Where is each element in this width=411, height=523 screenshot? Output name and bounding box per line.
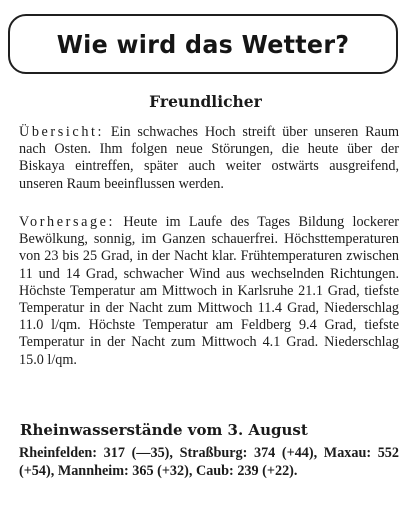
overview-text: Ein schwaches Hoch streift über unseren Raum nach Osten. Ihm folgen neue Störungen, die heute über der Biskaya eintreffen, später auch weiter ostwärts ausgreifend, unseren Raum beeinflussen werden. (19, 124, 399, 192)
rhine-levels-heading: Rheinwasserstände vom 3. August (20, 421, 308, 439)
outlook-paragraph (19, 214, 399, 369)
rhine-levels-paragraph: Rheinfelden: 317 (—35), Straßburg: 374 (+44), Maxau: 552 (+54), Mannheim: 365 (+32), Caub: 239 (+22). (19, 445, 399, 479)
outlook-text: Heute im Laufe des Tages Bildung lockerer Bewölkung, sonnig, im Ganzen schauerfrei. Höchsttemperaturen von 23 bis 25 Grad, in der Nacht klar. Frühtemperaturen zwischen 11 und 14 Grad, schwacher Wind aus wechselnden Richtungen. Höchste Temperatur am Mittwoch in Karlsruhe 21.1 Grad, tiefste Temperatur in der Nacht zum Mittwoch 11.4 Grad, Niederschlag 11.0 l/qm. Höchste Temperatur am Feldberg 9.4 Grad, tiefste Temperatur in der Nacht zum Mittwoch 4.1 Grad. Niederschlag 15.0 l/qm. (19, 214, 399, 368)
title-box (8, 14, 398, 74)
forecast-headline: Freundlicher (149, 92, 262, 111)
outlook-label: Vorhersage: (19, 214, 116, 230)
overview-label: Übersicht: (19, 124, 105, 140)
page-title: Wie wird das Wetter? (56, 29, 350, 59)
overview-paragraph (19, 124, 399, 193)
